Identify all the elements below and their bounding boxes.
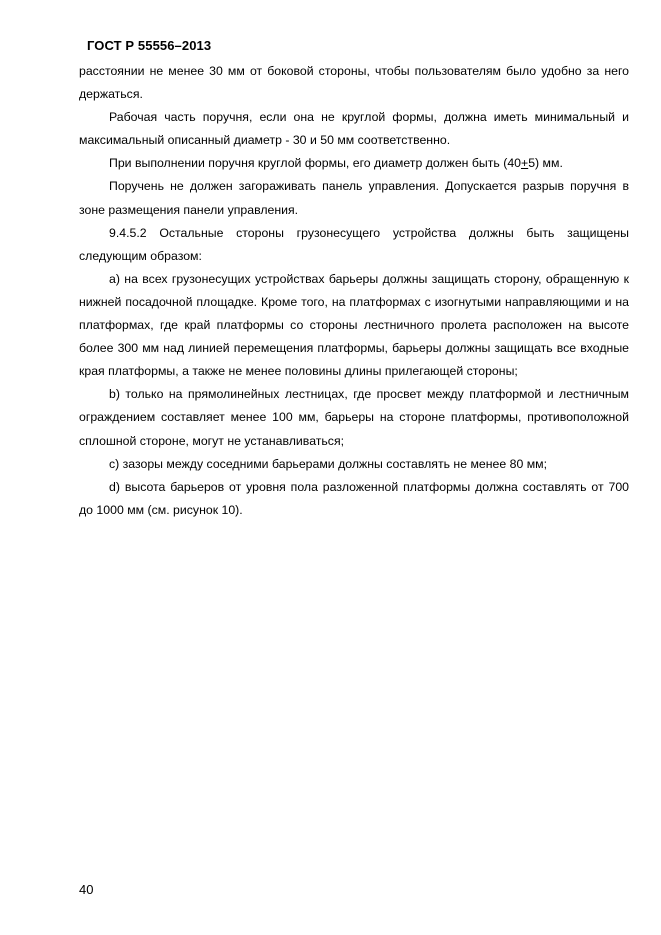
diameter-text-end: 5) мм. [528,156,563,171]
paragraph-clause-9-4-5-2: 9.4.5.2 Остальные стороны грузонесущего устройства должны быть защищены следующим образом: [79,225,629,263]
paragraph-handrail-distance: расстоянии не менее 30 мм от боковой стороны, чтобы пользователям было удобно за него держаться. [79,64,629,102]
list-item-d: d) высота барьеров от уровня пола разложенной платформы должна составлять от 700 до 1000 мм (см. рисунок 10). [79,479,629,517]
list-item-a: a) на всех грузонесущих устройствах барьеры должны защищать сторону, обращенную к нижней посадочной площадке. Кроме того, на платформах с изогнутыми направляющими и на платформах, где край платформы со стороны лестничного пролета расположен на высоте более 300 мм над линией перемещения платформы, барьеры должны защищать все входные края платформы, а также не менее половины длины прилегающей стороны; [79,271,629,379]
tolerance-sign: + [521,156,529,171]
paragraph-control-panel: Поручень не должен загораживать панель управления. Допускается разрыв поручня в зоне размещения панели управления. [79,179,629,217]
paragraph-handrail-working-part: Рабочая часть поручня, если она не круглой формы, должна иметь минимальный и максимальный описанный диаметр - 30 и 50 мм соответственно. [79,110,629,148]
page-number: 40 [79,882,94,897]
list-item-c: c) зазоры между соседними барьерами должны составлять не менее 80 мм; [109,456,548,471]
diameter-text-start: При выполнении поручня круглой формы, его диаметр должен быть (40 [109,156,521,171]
paragraph-handrail-round-diameter [79,152,629,175]
body-text [79,60,629,522]
list-item-b: b) только на прямолинейных лестницах, где просвет между платформой и лестничным ограждением составляет менее 100 мм, барьеры на стороне платформы, противоположной сплошной стороне, могут не устанавливаться; [79,387,629,448]
standard-designation: ГОСТ Р 55556–2013 [87,38,212,53]
